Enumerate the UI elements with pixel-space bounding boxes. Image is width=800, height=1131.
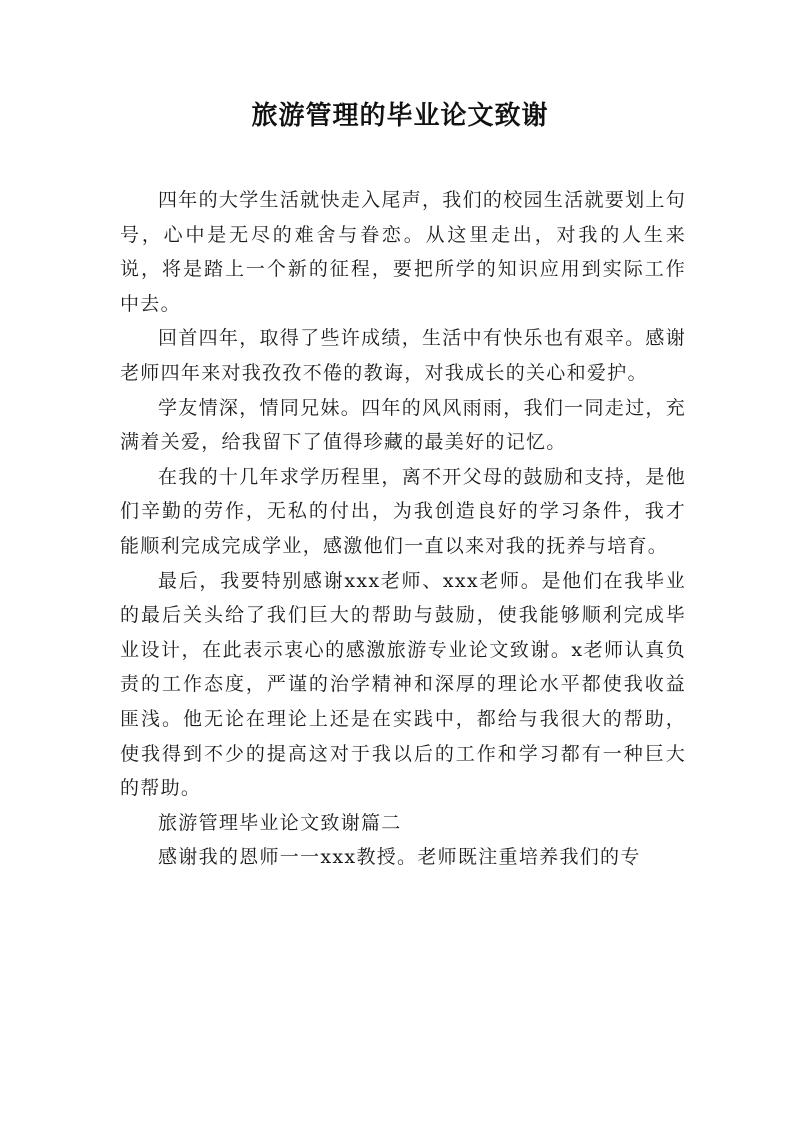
- paragraph-2: 回首四年，取得了些许成绩，生活中有快乐也有艰辛。感谢老师四年来对我孜孜不倦的教诲，对我成长的关心和爱护。: [120, 327, 686, 384]
- paragraph-1: 四年的大学生活就快走入尾声，我们的校园生活就要划上句号，心中是无尽的难舍与眷恋。从这里走出，对我的人生来说，将是踏上一个新的征程，要把所学的知识应用到实际工作中去。: [120, 189, 686, 315]
- paragraph-3: 学友情深，情同兄妹。四年的风风雨雨，我们一同走过，充满着关爱，给我留下了值得珍藏的最美好的记忆。: [120, 396, 686, 454]
- document-title: 旅游管理的毕业论文致谢: [251, 101, 549, 131]
- document-body: [120, 183, 686, 875]
- paragraph-4: 在我的十几年求学历程里，离不开父母的鼓励和支持，是他们辛勤的劳作，无私的付出，为我创造良好的学习条件，我才能顺利完成完成学业，感激他们一直以来对我的抚养与培育。: [120, 465, 686, 557]
- section-heading: 旅游管理毕业论文致谢篇二: [158, 811, 402, 834]
- paragraph-5: 最后，我要特别感谢xxx老师、xxx老师。是他们在我毕业的最后关头给了我们巨大的帮助与鼓励，使我能够顺利完成毕业设计，在此表示衷心的感激旅游专业论文致谢。x老师认真负责的工作态度，严谨的治学精神和深厚的理论水平都使我收益匪浅。他无论在理论上还是在实践中，都给与我很大的帮助，使我得到不少的提高这对于我以后的工作和学习都有一种巨大的帮助。: [120, 569, 686, 800]
- paragraph-6: 感谢我的恩师一一xxx教授。老师既注重培养我们的专: [158, 846, 641, 869]
